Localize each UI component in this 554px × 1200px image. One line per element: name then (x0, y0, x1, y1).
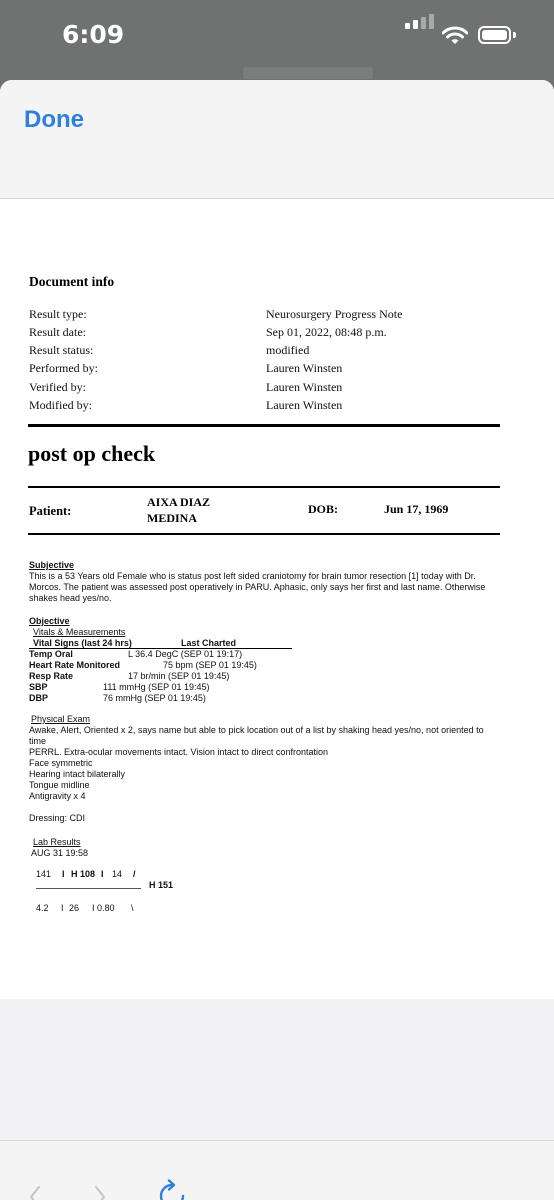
vital-value: 17 br/min (SEP 01 19:45) (128, 671, 230, 681)
subjective-heading: Subjective (29, 560, 75, 570)
lab-value: H 151 (149, 880, 174, 890)
lab-separator: / (133, 869, 136, 879)
document-info-heading: Document info (29, 274, 115, 289)
lab-separator: I (101, 869, 104, 879)
patient-name: AIXA DIAZ (147, 495, 211, 509)
lab-results-heading: Lab Results (33, 837, 81, 847)
meta-value: Sep 01, 2022, 08:48 p.m. (266, 325, 387, 339)
exam-line: Antigravity x 4 (29, 791, 86, 801)
objective-heading: Objective (29, 616, 70, 626)
note-title: post op check (28, 441, 156, 466)
exam-line: PERRL. Extra-ocular movements intact. Vision intact to direct confrontation (29, 747, 328, 757)
done-button[interactable]: Done (24, 106, 84, 133)
vitals-col-header: Last Charted (181, 638, 237, 648)
vitals-col-header: Vital Signs (last 24 hrs) (33, 638, 132, 648)
vital-name: DBP (29, 693, 49, 703)
vital-name: Temp Oral (29, 649, 73, 659)
dob-value: Jun 17, 1969 (384, 502, 449, 516)
lab-fishbone-line (36, 888, 141, 889)
meta-label: Result date: (29, 325, 86, 339)
exam-line: Face symmetric (29, 758, 93, 768)
meta-label: Verified by: (29, 380, 86, 394)
status-time: 6:09 (62, 20, 125, 49)
meta-label: Result type: (29, 307, 87, 321)
chevron-right-icon[interactable] (93, 1185, 107, 1200)
lab-value: 14 (112, 869, 123, 879)
vital-value: 111 mmHg (SEP 01 19:45) (103, 682, 210, 692)
lab-value: 141 (36, 869, 52, 879)
vital-value: 76 mmHg (SEP 01 19:45) (103, 693, 206, 703)
patient-name: MEDINA (147, 511, 197, 525)
vital-name: Resp Rate (29, 671, 74, 681)
meta-value: modified (266, 343, 310, 357)
lab-separator: I (92, 903, 95, 913)
lab-value: 0.80 (97, 903, 115, 913)
vital-name: SBP (29, 682, 48, 692)
chevron-left-icon[interactable] (28, 1185, 42, 1200)
exam-line: Awake, Alert, Oriented x 2, says name but able to pick location out of a list by shaking head yes/no, not oriented to time (29, 725, 484, 746)
sheet-behind-handle (243, 67, 373, 79)
meta-value: Lauren Winsten (266, 380, 343, 394)
vital-value: 75 bpm (SEP 01 19:45) (163, 660, 257, 670)
dob-label: DOB: (308, 502, 338, 516)
bottom-toolbar (0, 1140, 554, 1200)
meta-value: Lauren Winsten (266, 361, 343, 375)
subjective-text: This is a 53 Years old Female who is status post left sided craniotomy for brain tumor resection [1] today with Dr. Morcos. The patient was assessed post operatively in PARU. Aphasic, only says her first and last name. Otherwise shakes head yes/no. (29, 571, 486, 603)
top-toolbar (0, 80, 554, 199)
lab-value: 4.2 (36, 903, 49, 913)
physical-exam-heading: Physical Exam (31, 714, 91, 724)
lab-value: H 108 (71, 869, 96, 879)
lab-value: 26 (69, 903, 80, 913)
battery-icon (478, 26, 511, 44)
meta-value: Neurosurgery Progress Note (266, 307, 403, 321)
reload-icon[interactable] (158, 1179, 188, 1200)
meta-label: Result status: (29, 343, 94, 357)
patient-label: Patient: (29, 504, 72, 518)
lab-separator: I (61, 903, 64, 913)
meta-value: Lauren Winsten (266, 398, 343, 412)
meta-label: Modified by: (29, 398, 92, 412)
meta-label: Performed by: (29, 361, 98, 375)
divider (28, 533, 500, 535)
exam-line: Tongue midline (29, 780, 90, 790)
divider (28, 424, 500, 427)
vitals-heading: Vitals & Measurements (33, 627, 126, 637)
lab-separator: \ (131, 903, 134, 913)
status-bar (0, 0, 554, 74)
lab-separator: I (62, 869, 65, 879)
wifi-icon (442, 26, 468, 46)
vital-value: L 36.4 DegC (SEP 01 19:17) (128, 649, 243, 659)
dressing-text: Dressing: CDI (29, 813, 86, 823)
divider (28, 486, 500, 488)
document-sheet (0, 80, 554, 1200)
exam-line: Hearing intact bilaterally (29, 769, 126, 779)
lab-date: AUG 31 19:58 (31, 848, 89, 858)
document-page (0, 199, 554, 999)
vital-name: Heart Rate Monitored (29, 660, 121, 670)
